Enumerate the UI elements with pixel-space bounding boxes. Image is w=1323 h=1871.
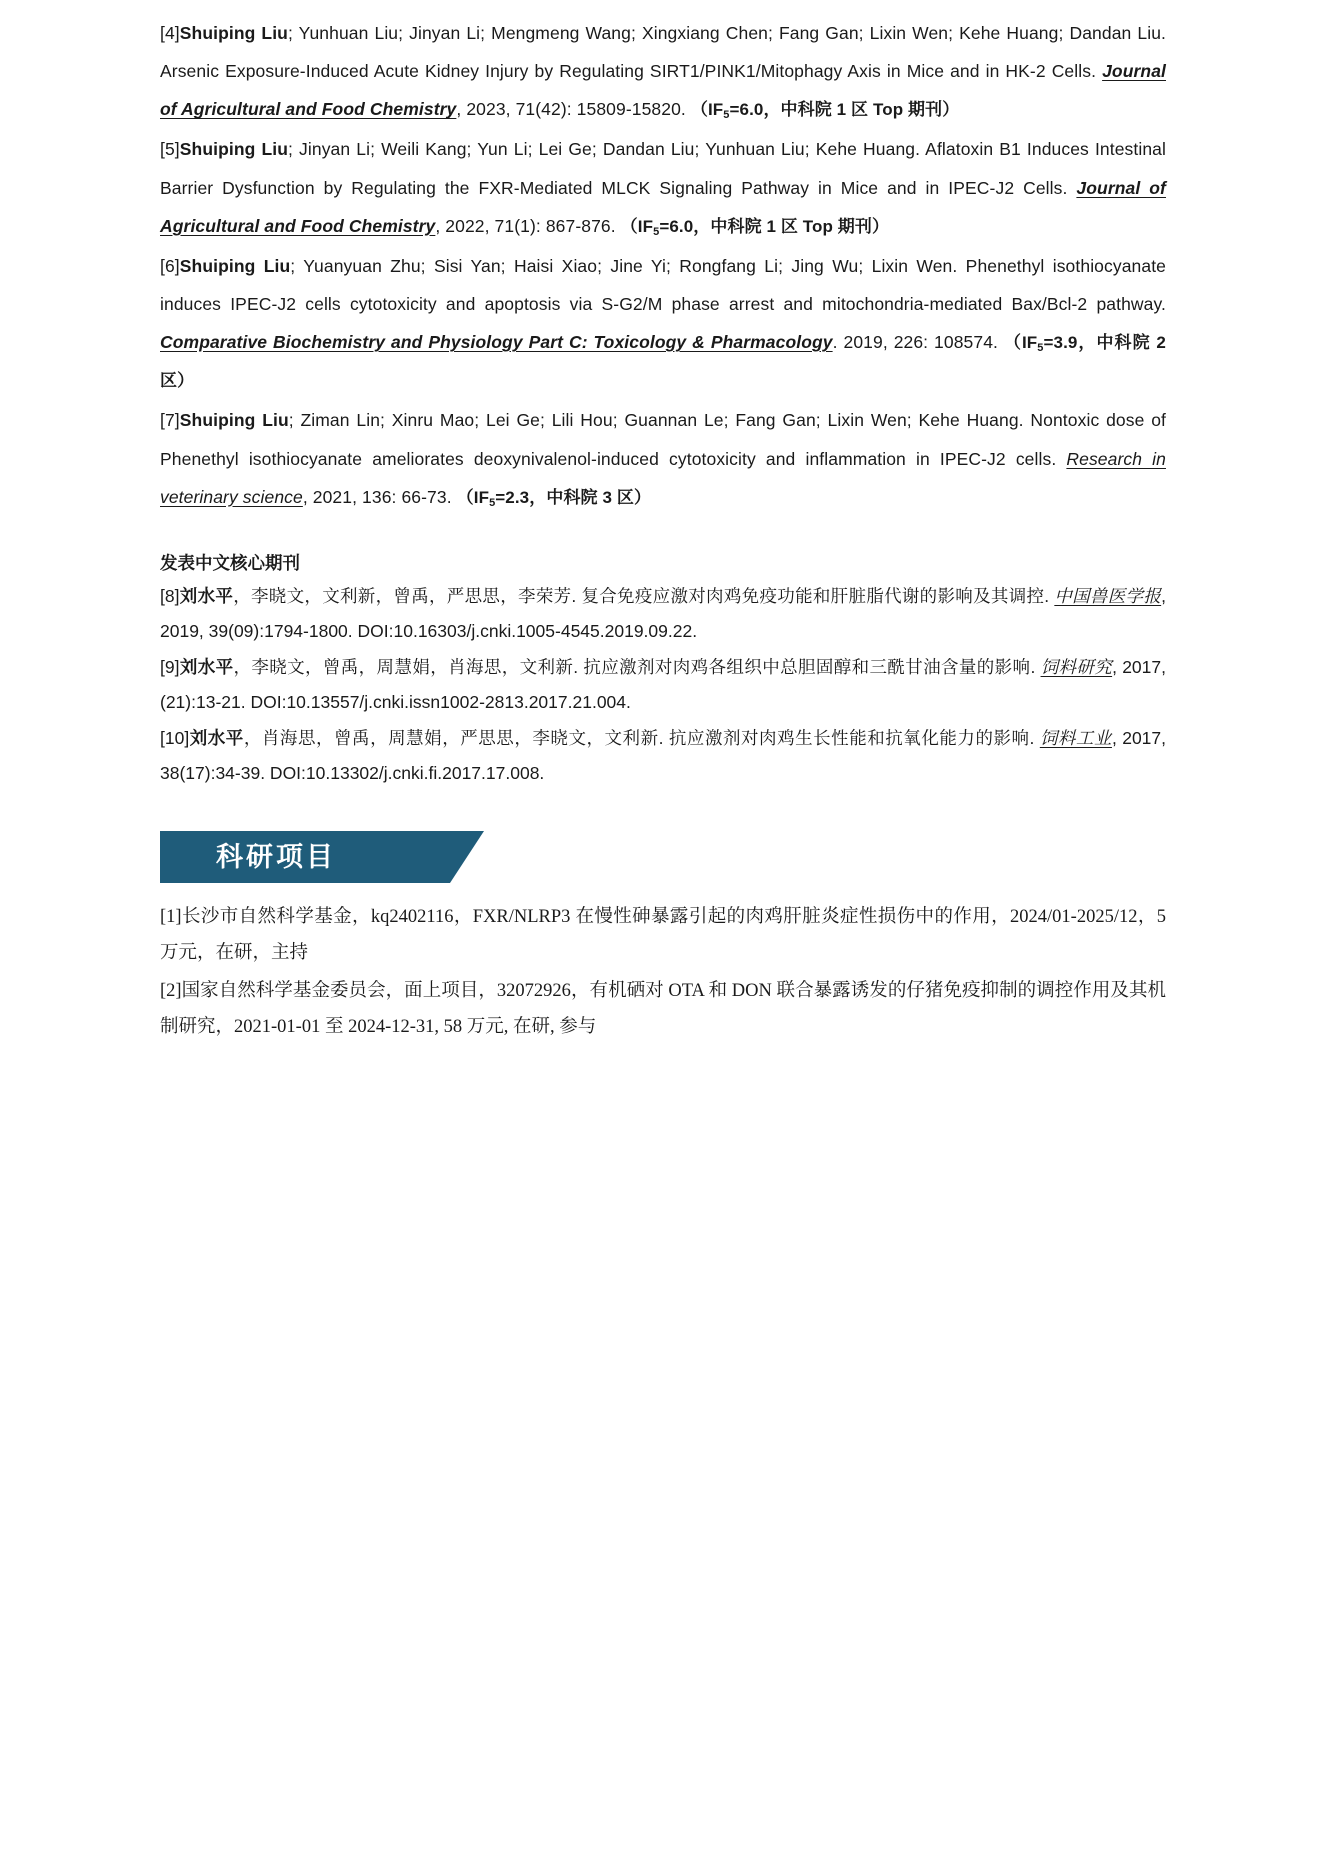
reference-impact-factor: （$IF_5=6.0$，中科院 1 区 Top 期刊） xyxy=(620,216,890,238)
reference-entry xyxy=(160,14,1166,128)
reference-impact-factor: （$IF_5=3.9$，中科院 2 区） xyxy=(160,333,1166,391)
reference-journal: 饲料工业 xyxy=(1039,727,1112,748)
reference-journal: 饲料研究 xyxy=(1040,656,1113,677)
chinese-journals-heading: 发表中文核心期刊 xyxy=(160,552,300,573)
reference-number: [10] xyxy=(160,727,190,748)
english-publications-list xyxy=(160,14,1166,516)
reference-authors: ，肖海思，曾禹，周慧娟，严思思，李晓文，文利新. 抗应激剂对肉鸡生长性能和抗氧化能力的影响. xyxy=(243,727,1040,748)
reference-impact-factor: （$IF_5=2.3$，中科院 3 区） xyxy=(456,487,652,509)
reference-citation: , 2017, (21):13-21. DOI:10.13557/j.cnki.issn1002-2813.2017.21.004. xyxy=(160,656,1166,712)
projects-section-banner xyxy=(160,831,1166,883)
reference-title: Phenethyl isothiocyanate induces IPEC-J2 cells cytotoxicity and apoptosis via S-G2/M phase arrest and mitochondria-mediated Bax/Bcl-2 pathway. xyxy=(160,255,1167,314)
reference-title: Aflatoxin B1 Induces Intestinal Barrier Dysfunction by Regulating the FXR-Mediated MLCK Signaling Pathway in Mice and in IPEC-J2 Cells. xyxy=(160,139,1166,198)
reference-journal: Research in veterinary science xyxy=(160,448,1166,507)
reference-first-author: 刘水平 xyxy=(179,585,234,606)
reference-title: Arsenic Exposure-Induced Acute Kidney Injury by Regulating SIRT1/PINK1/Mitophagy Axis in Mice and in HK-2 Cells. xyxy=(160,61,1103,82)
reference-citation: , 2023, 71(42): 15809-15820. xyxy=(456,99,691,120)
reference-entry xyxy=(160,401,1166,515)
reference-journal: 中国兽医学报 xyxy=(1054,585,1162,606)
reference-citation: , 2019, 39(09):1794-1800. DOI:10.16303/j.cnki.1005-4545.2019.09.22. xyxy=(160,585,1167,641)
reference-citation: , 2021, 136: 66-73. xyxy=(302,486,457,507)
reference-first-author: Shuiping Liu xyxy=(179,410,289,431)
reference-first-author: 刘水平 xyxy=(189,727,244,748)
reference-authors: ; Yuanyuan Zhu; Sisi Yan; Haisi Xiao; Jine Yi; Rongfang Li; Jing Wu; Lixin Wen. xyxy=(290,255,966,276)
reference-citation: . 2019, 226: 108574. xyxy=(832,332,1004,353)
reference-entry xyxy=(160,247,1166,400)
reference-number: [5] xyxy=(160,139,180,160)
reference-journal: Journal of Agricultural and Food Chemistry xyxy=(160,61,1166,120)
reference-number: [7] xyxy=(160,410,180,431)
projects-list xyxy=(160,899,1166,1045)
reference-first-author: 刘水平 xyxy=(179,656,234,677)
reference-authors: ; Ziman Lin; Xinru Mao; Lei Ge; Lili Hou; Guannan Le; Fang Gan; Lixin Wen; Kehe Huang. xyxy=(288,410,1031,431)
reference-impact-factor: （$IF_5=6.0$，中科院 1 区 Top 期刊） xyxy=(690,100,960,122)
chinese-publications-list xyxy=(160,579,1166,791)
reference-first-author: Shuiping Liu xyxy=(179,23,288,43)
reference-entry xyxy=(160,130,1166,244)
projects-banner-label: 科研项目 xyxy=(160,831,450,883)
reference-authors: ，李晓文，文利新，曾禹，严思思，李荣芳. 复合免疫应激对肉鸡免疫功能和肝脏脂代谢的影响及其调控. xyxy=(233,585,1055,606)
reference-first-author: Shuiping Liu xyxy=(179,255,291,276)
reference-number: [6] xyxy=(160,255,180,276)
reference-number: [4] xyxy=(160,23,180,43)
reference-number: [8] xyxy=(160,585,180,606)
reference-journal: Journal of Agricultural and Food Chemistry xyxy=(160,177,1166,236)
reference-entry xyxy=(160,579,1166,649)
reference-authors: ; Jinyan Li; Weili Kang; Yun Li; Lei Ge; Dandan Liu; Yunhuan Liu; Kehe Huang. xyxy=(288,139,926,160)
reference-authors: ; Yunhuan Liu; Jinyan Li; Mengmeng Wang; Xingxiang Chen; Fang Gan; Lixin Wen; Kehe Huang; Dandan Liu. xyxy=(287,23,1166,43)
reference-first-author: Shuiping Liu xyxy=(179,139,289,160)
project-entry: [2]国家自然科学基金委员会，面上项目，32072926，有机硒对 OTA 和 DON 联合暴露诱发的仔猪免疫抑制的调控作用及其机制研究，2021-01-01 至 2024-12-31, 58 万元, 在研, 参与 xyxy=(160,980,1166,1038)
banner-arrow-shape xyxy=(450,831,484,883)
reference-entry xyxy=(160,721,1166,791)
reference-title: Nontoxic dose of Phenethyl isothiocyanate ameliorates deoxynivalenol-induced cytotoxicity and inflammation in IPEC-J2 cells. xyxy=(160,410,1166,469)
reference-entry xyxy=(160,650,1166,720)
reference-citation: , 2022, 71(1): 867-876. xyxy=(435,215,621,236)
reference-citation: , 2017, 38(17):34-39. DOI:10.13302/j.cnki.fi.2017.17.008. xyxy=(160,727,1167,783)
reference-authors: ，李晓文，曾禹，周慧娟，肖海思，文利新. 抗应激剂对肉鸡各组织中总胆固醇和三酰甘油含量的影响. xyxy=(233,656,1041,677)
project-entry: [1]长沙市自然科学基金，kq2402116，FXR/NLRP3 在慢性砷暴露引起的肉鸡肝脏炎症性损伤中的作用，2024/01-2025/12，5 万元，在研，主持 xyxy=(160,906,1166,963)
reference-journal: Comparative Biochemistry and Physiology Part C: Toxicology & Pharmacology xyxy=(160,332,833,353)
reference-number: [9] xyxy=(160,656,180,677)
